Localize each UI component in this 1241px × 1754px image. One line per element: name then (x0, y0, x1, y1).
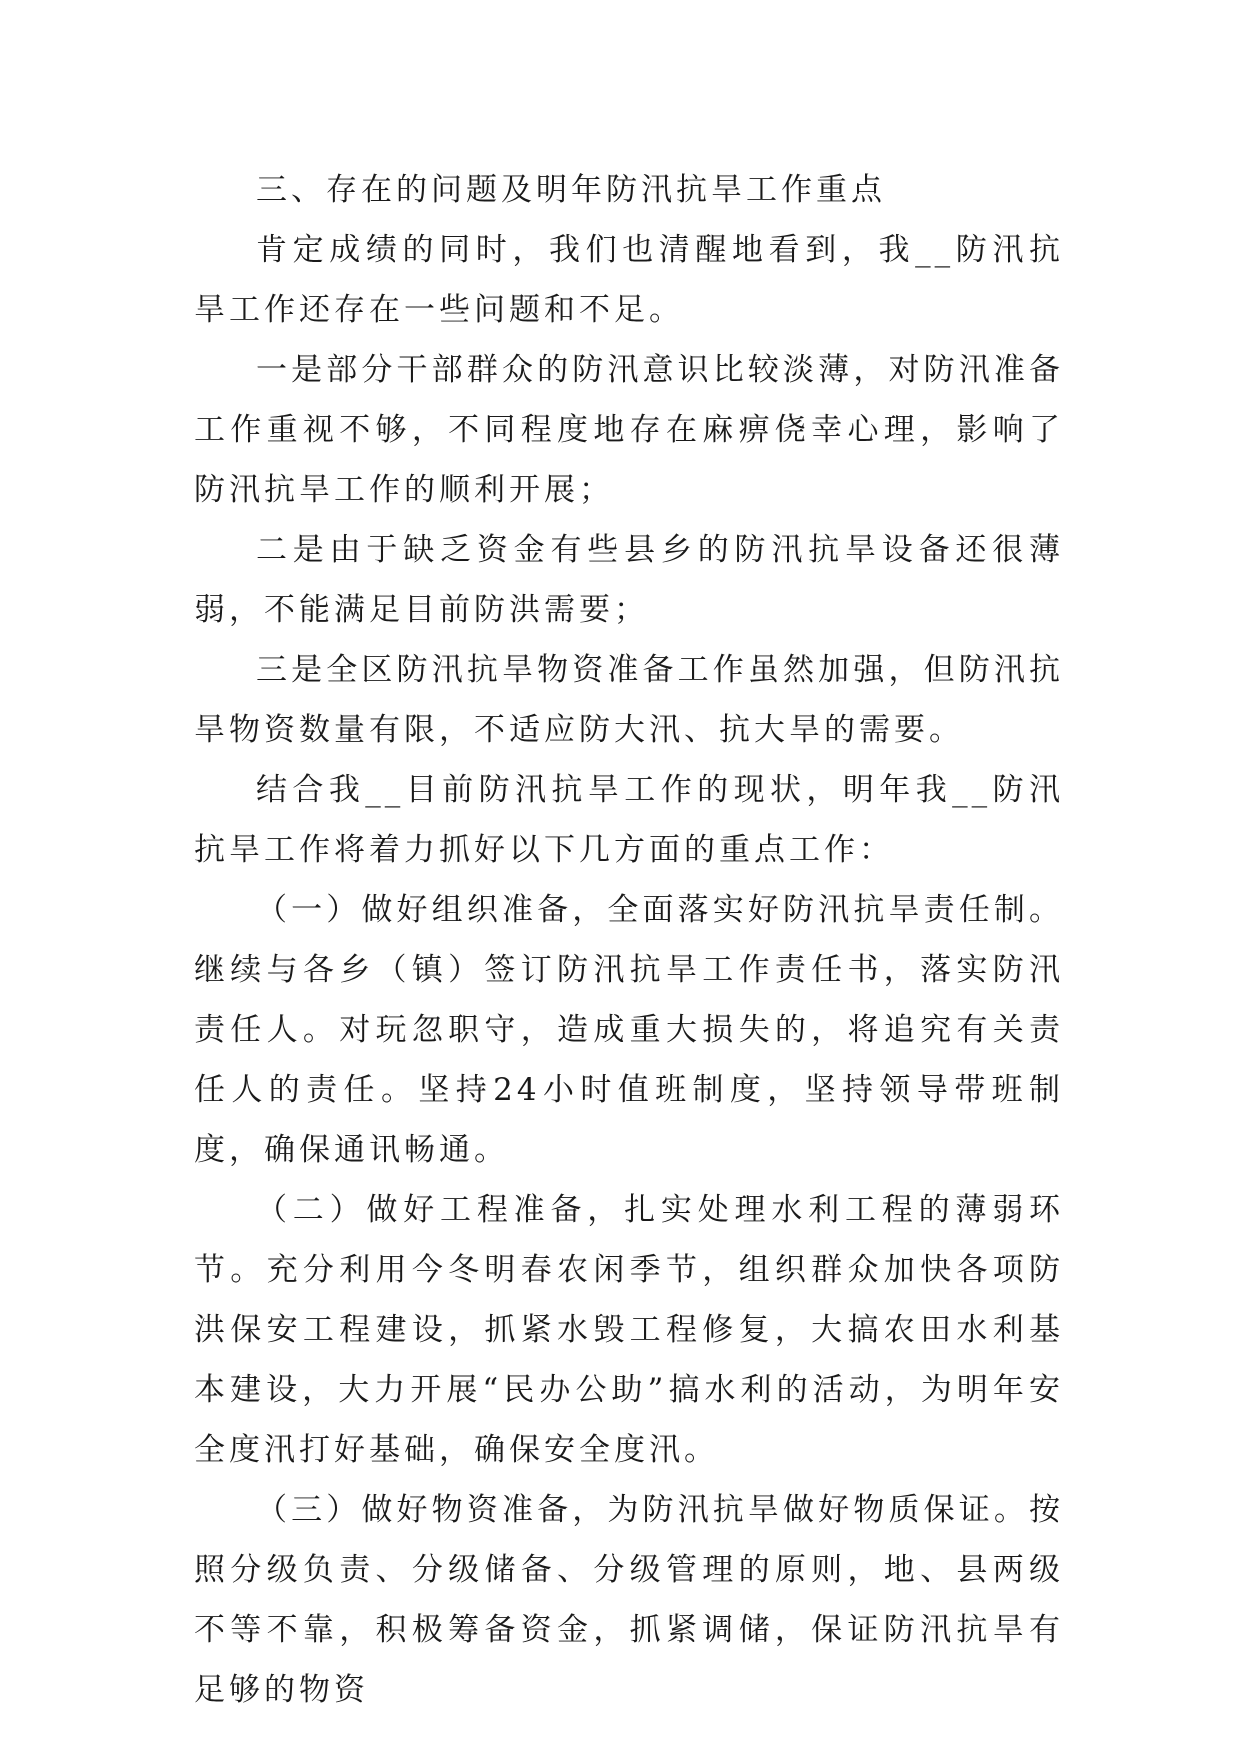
paragraph: 肯定成绩的同时，我们也清醒地看到，我__防汛抗旱工作还存在一些问题和不足。 (194, 232, 1064, 328)
document-body (194, 160, 1064, 1720)
paragraph: 结合我__目前防汛抗旱工作的现状，明年我__防汛抗旱工作将着力抓好以下几方面的重点工作： (194, 772, 1064, 868)
paragraph: 二是由于缺乏资金有些县乡的防汛抗旱设备还很薄弱，不能满足目前防洪需要； (194, 532, 1064, 628)
paragraph: 三是全区防汛抗旱物资准备工作虽然加强，但防汛抗旱物资数量有限，不适应防大汛、抗大旱的需要。 (194, 652, 1064, 748)
section-heading: 三、存在的问题及明年防汛抗旱工作重点 (256, 172, 886, 208)
paragraph: （三）做好物资准备，为防汛抗旱做好物质保证。按照分级负责、分级储备、分级管理的原则，地、县两级不等不靠，积极筹备资金，抓紧调储，保证防汛抗旱有足够的物资 (194, 1492, 1064, 1708)
paragraph: （一）做好组织准备，全面落实好防汛抗旱责任制。继续与各乡（镇）签订防汛抗旱工作责任书，落实防汛责任人。对玩忽职守，造成重大损失的，将追究有关责任人的责任。坚持24小时值班制度，坚持领导带班制度，确保通讯畅通。 (194, 892, 1064, 1168)
paragraph: 一是部分干部群众的防汛意识比较淡薄，对防汛准备工作重视不够，不同程度地存在麻痹侥幸心理，影响了防汛抗旱工作的顺利开展； (194, 352, 1064, 508)
paragraph: （二）做好工程准备，扎实处理水利工程的薄弱环节。充分利用今冬明春农闲季节，组织群众加快各项防洪保安工程建设，抓紧水毁工程修复，大搞农田水利基本建设，大力开展“民办公助”搞水利的活动，为明年安全度汛打好基础，确保安全度汛。 (194, 1192, 1064, 1468)
